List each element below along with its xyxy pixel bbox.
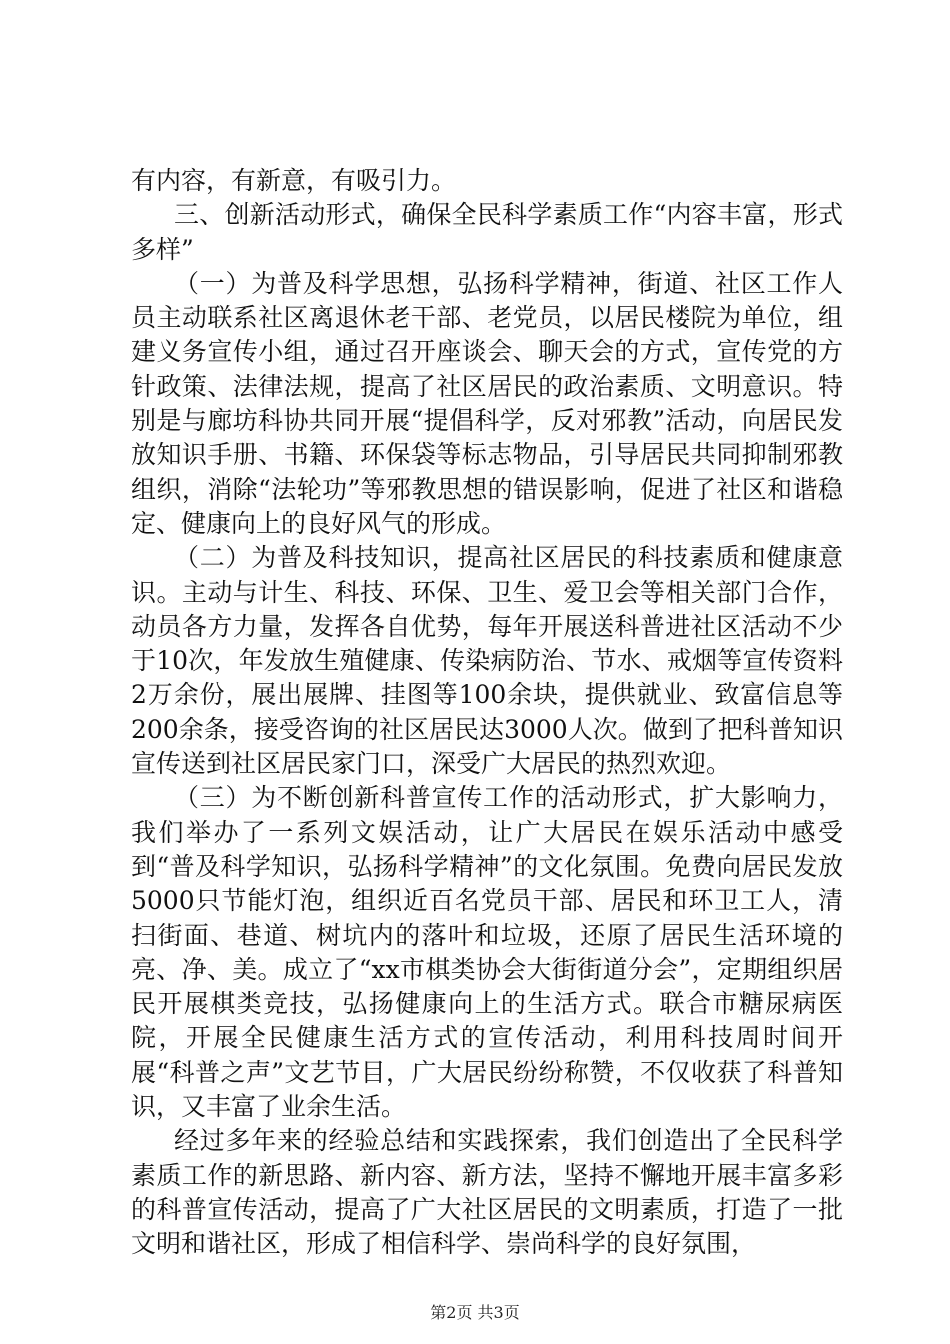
paragraph-continuation: 有内容，有新意，有吸引力。 bbox=[131, 166, 457, 195]
paragraph-2: （二）为普及科技知识，提高社区居民的科技素质和健康意识。主动与计生、科技、环保、卫生、爱卫会等相关部门合作，动员各方力量，发挥各自优势，每年开展送科普进社区活动不少于10次，年发放生殖健康、传染病防治、节水、戒烟等宣传资料2万余份，展出展牌、挂图等100余块，提供就业、致富信息等200余条，接受咨询的社区居民达3000人次。做到了把科普知识宣传送到社区居民家门口，深受广大居民的热烈欢迎。 bbox=[131, 543, 843, 779]
section-heading: 三、创新活动形式，确保全民科学素质工作“内容丰富，形式多样” bbox=[131, 200, 843, 264]
paragraph-3: （三）为不断创新科普宣传工作的活动形式，扩大影响力，我们举办了一系列文娱活动，让广大居民在娱乐活动中感受到“普及科学知识，弘扬科学精神”的文化氛围。免费向居民发放5000只节能灯泡，组织近百名党员干部、居民和环卫工人，清扫街面、巷道、树坑内的落叶和垃圾，还原了居民生活环境的亮、净、美。成立了“xx市棋类协会大街街道分会”，定期组织居民开展棋类竞技，弘扬健康向上的生活方式。联合市糖尿病医院，开展全民健康生活方式的宣传活动，利用科技周时间开展“科普之声”文艺节目，广大居民纷纷称赞，不仅收获了科普知识，又丰富了业余生活。 bbox=[131, 783, 843, 1122]
paragraph-4: 经过多年来的经验总结和实践探索，我们创造出了全民科学素质工作的新思路、新内容、新方法，坚持不懈地开展丰富多彩的科普宣传活动，提高了广大社区居民的文明素质，打造了一批文明和谐社区，形成了相信科学、崇尚科学的良好氛围， bbox=[131, 1126, 843, 1259]
paragraph-1: （一）为普及科学思想，弘扬科学精神，街道、社区工作人员主动联系社区离退休老干部、老党员，以居民楼院为单位，组建义务宣传小组，通过召开座谈会、聊天会的方式，宣传党的方针政策、法律法规，提高了社区居民的政治素质、文明意识。特别是与廊坊科协共同开展“提倡科学，反对邪教”活动，向居民发放知识手册、书籍、环保袋等标志物品，引导居民共同抑制邪教组织，消除“法轮功”等邪教思想的错误影响，促进了社区和谐稳定、健康向上的良好风气的形成。 bbox=[131, 268, 843, 538]
page-number-footer: 第2页 共3页 bbox=[430, 1303, 520, 1322]
document-body bbox=[131, 164, 843, 1262]
